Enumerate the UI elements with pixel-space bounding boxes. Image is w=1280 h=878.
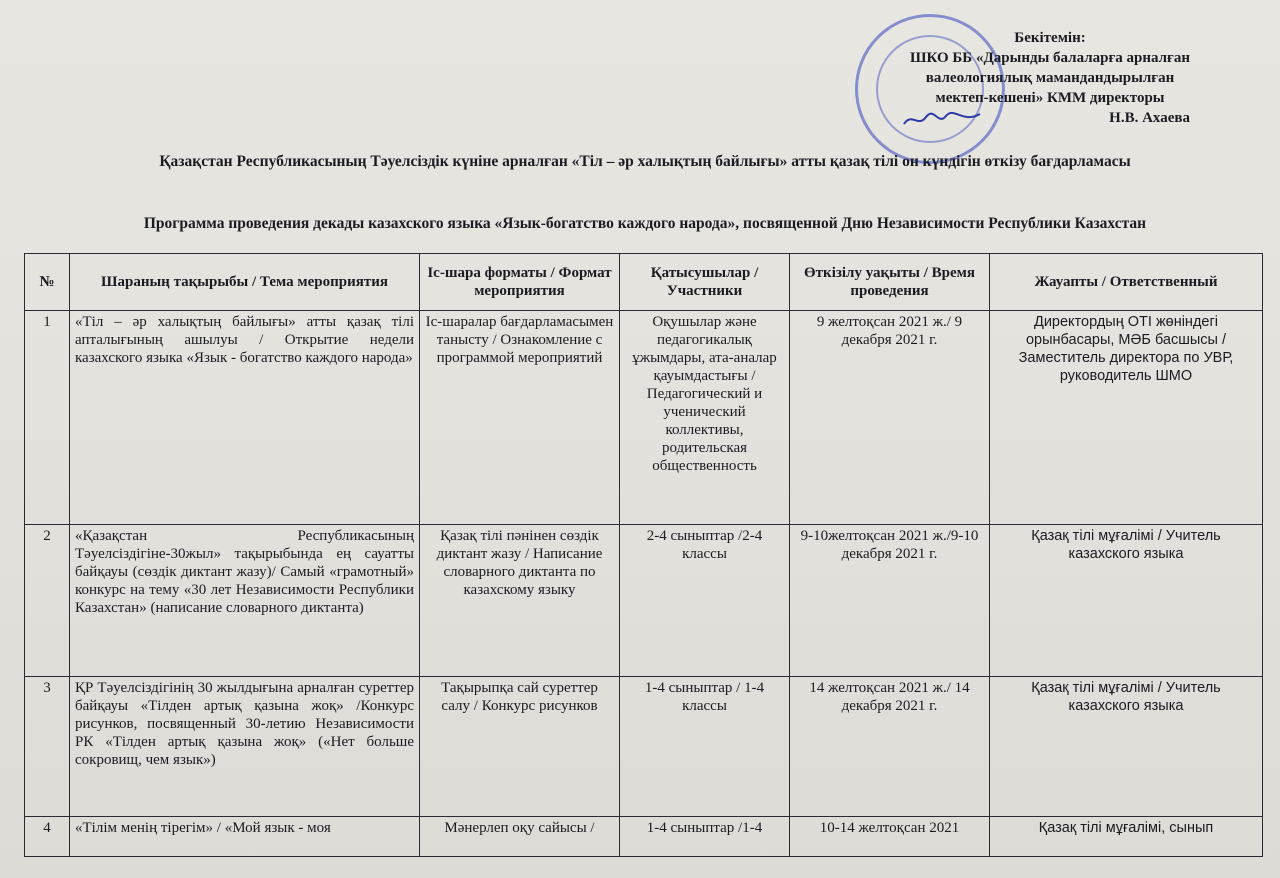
row-format: Іс-шаралар бағдарламасымен танысту / Ознакомление с программой мероприятий <box>420 311 620 525</box>
header-number: № <box>25 254 70 311</box>
approval-school-line: ШКО ББ «Дарынды балаларға арналған <box>909 50 1191 66</box>
program-table <box>24 253 1263 857</box>
row-topic: ҚР Тәуелсіздігінің 30 жылдығына арналған суреттер байқауы «Тілден артық қазына жоқ» /Конкурс рисунков, посвященный 30-летию Независимости РК «Тілден артық қазына жоқ» («Нет больше сокровищ, чем язык») <box>70 677 420 817</box>
table-header-row <box>25 254 1263 311</box>
approval-director-name: Н.В. Ахаева <box>1109 110 1190 126</box>
row-participants: 2-4 сыныптар /2-4 классы <box>620 525 790 677</box>
document-title-russian: Программа проведения декады казахского языка «Язык-богатство каждого народа», посвященной Дню Независимости Республики Казахстан <box>143 215 1147 232</box>
approval-director-line: мектеп-кешені» КММ директоры <box>935 90 1165 106</box>
header-time: Өткізілу уақыты / Время проведения <box>790 254 990 311</box>
approval-heading: Бекітемін: <box>1014 30 1086 46</box>
row-responsible: Қазақ тілі мұғалімі, сынып <box>990 817 1263 857</box>
row-format: Қазақ тілі пәнінен сөздік диктант жазу / Написание словарного диктанта по казахскому языку <box>420 525 620 677</box>
row-responsible: Қазақ тілі мұғалімі / Учитель казахского языка <box>990 677 1263 817</box>
row-format: Мәнерлеп оқу сайысы / <box>420 817 620 857</box>
row-participants: Оқушылар және педагогикалық ұжымдары, ата-аналар қауымдастығы / Педагогический и ученический коллективы, родительская общественность <box>620 311 790 525</box>
approval-block <box>850 28 1250 128</box>
header-topic: Шараның тақырыбы / Тема мероприятия <box>70 254 420 311</box>
row-format: Тақырыпқа сай суреттер салу / Конкурс рисунков <box>420 677 620 817</box>
row-participants: 1-4 сыныптар / 1-4 классы <box>620 677 790 817</box>
row-responsible: Директордың ОТІ жөніндегі орынбасары, МӘБ басшысы / Заместитель директора по УВР, руководитель ШМО <box>990 311 1263 525</box>
approval-school-line-2: валеологиялық мамандандырылған <box>925 70 1175 86</box>
row-time: 14 желтоқсан 2021 ж./ 14 декабря 2021 г. <box>790 677 990 817</box>
row-time: 10-14 желтоқсан 2021 <box>790 817 990 857</box>
row-responsible: Қазақ тілі мұғалімі / Учитель казахского языка <box>990 525 1263 677</box>
row-number: 3 <box>25 677 70 817</box>
row-time: 9-10желтоқсан 2021 ж./9-10 декабря 2021 г. <box>790 525 990 677</box>
row-topic: «Тіл – әр халықтың байлығы» атты қазақ тілі апталығының ашылуы / Открытие недели казахского языка «Язык - богатство каждого народа» <box>70 311 420 525</box>
row-topic: «Тілім менің тірегім» / «Мой язык - моя <box>70 817 420 857</box>
table-row <box>25 525 1263 677</box>
row-participants: 1-4 сыныптар /1-4 <box>620 817 790 857</box>
table-row <box>25 677 1263 817</box>
row-topic: «Қазақстан Республикасының Тәуелсіздігіне-30жыл» тақырыбында ең сауатты байқауы (сөздік диктант жазу)/ Самый «грамотный» конкурс на тему «30 лет Независимости Республики Казахстан» (написание словарного диктанта) <box>70 525 420 677</box>
table-row <box>25 311 1263 525</box>
table-row <box>25 817 1263 857</box>
document-title-kazakh: Қазақстан Республикасының Тәуелсіздік күніне арналған «Тіл – әр халықтың байлығы» атты қазақ тілі он күндігін өткізу бағдарламасы <box>159 153 1131 170</box>
row-time: 9 желтоқсан 2021 ж./ 9 декабря 2021 г. <box>790 311 990 525</box>
row-number: 4 <box>25 817 70 857</box>
header-format: Іс-шара форматы / Формат мероприятия <box>420 254 620 311</box>
row-number: 2 <box>25 525 70 677</box>
row-number: 1 <box>25 311 70 525</box>
header-responsible: Жауапты / Ответственный <box>990 254 1263 311</box>
header-participants: Қатысушылар / Участники <box>620 254 790 311</box>
